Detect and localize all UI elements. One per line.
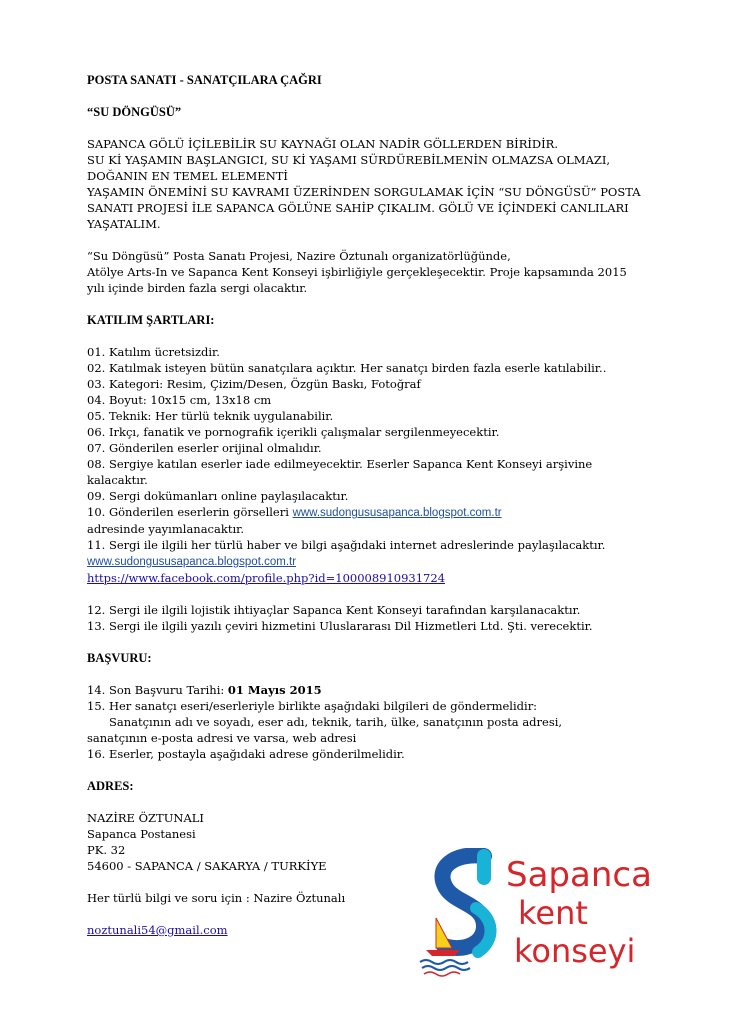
list-item: 02. Katılmak isteyen bütün sanatçılara açıktır. Her sanatçı birden fazla eserle katılabilir..	[87, 361, 607, 375]
project-line: yılı içinde birden fazla sergi olacaktır.	[87, 281, 308, 295]
document	[87, 72, 687, 938]
list-item: 06. Irkçı, fanatik ve pornografik içerikli çalışmalar sergilenmeyecektir.	[87, 425, 500, 439]
blog-link[interactable]: www.sudongususapanca.blogspot.com.tr	[87, 556, 297, 568]
list-item: 11. Sergi ile ilgili her türlü haber ve bilgi aşağıdaki internet adreslerinde paylaşılacaktır.	[87, 538, 606, 552]
address-line: 54600 - SAPANCA / SAKARYA / TURKİYE	[87, 859, 327, 873]
list-item: 09. Sergi dokümanları online paylaşılacaktır.	[87, 489, 349, 503]
list-item: 01. Katılım ücretsizdir.	[87, 345, 220, 359]
list-item: 04. Boyut: 10x15 cm, 13x18 cm	[87, 393, 272, 407]
conditions-list	[87, 344, 687, 634]
document-subtitle: “SU DÖNGÜSÜ”	[87, 105, 182, 119]
project-line: “Su Döngüsü” Posta Sanatı Projesi, Nazire Öztunalı organizatörlüğünde,	[87, 249, 511, 263]
wave-icon	[422, 966, 470, 970]
deadline-date: 01 Mayıs 2015	[227, 683, 322, 697]
blog-link[interactable]: www.sudongususapanca.blogspot.com.tr	[292, 507, 502, 519]
list-item: 05. Teknik: Her türlü teknik uygulanabilir.	[87, 409, 334, 423]
sailboat-icon	[436, 918, 452, 948]
address-line: Sapanca Postanesi	[87, 827, 196, 841]
project-paragraph	[87, 248, 687, 296]
intro-line: YAŞATALIM.	[87, 217, 161, 231]
list-item: 15. Her sanatçı eseri/eserleriyle birlikte aşağıdaki bilgileri de göndermelidir:	[87, 699, 538, 713]
list-item	[87, 682, 687, 698]
wave-icon	[420, 960, 468, 964]
deadline-label: 14. Son Başvuru Tarihi:	[87, 683, 228, 697]
list-item: 08. Sergiye katılan eserler iade edilmeyecektir. Eserler Sapanca Kent Konseyi arşivine	[87, 457, 593, 471]
wave-icon	[424, 972, 460, 976]
logo-line-3: konseyi	[514, 932, 636, 970]
list-item-text: 10. Gönderilen eserlerin görselleri	[87, 505, 293, 519]
address-line: PK. 32	[87, 843, 126, 857]
email-link[interactable]: noztunali54@gmail.com	[87, 923, 228, 937]
logo-graphic	[414, 848, 664, 978]
list-item: 03. Kategori: Resim, Çizim/Desen, Özgün Baskı, Fotoğraf	[87, 377, 421, 391]
list-item-continued: kalacaktır.	[87, 473, 148, 487]
list-item: 16. Eserler, postayla aşağıdaki adrese gönderilmelidir.	[87, 747, 405, 761]
list-item: 12. Sergi ile ilgili lojistik ihtiyaçlar Sapanca Kent Konseyi tarafından karşılanacaktır.	[87, 603, 581, 617]
contact-line: Her türlü bilgi ve soru için : Nazire Öztunalı	[87, 891, 346, 905]
intro-line: SAPANCA GÖLÜ İÇİLEBİLİR SU KAYNAĞI OLAN NADİR GÖLLERDEN BİRİDİR.	[87, 137, 558, 151]
application-heading: BAŞVURU:	[87, 651, 152, 665]
sapanca-kent-konseyi-logo	[414, 848, 664, 978]
intro-line: SANATI PROJESİ İLE SAPANCA GÖLÜNE SAHİP ÇIKALIM. GÖLÜ VE İÇİNDEKİ CANLILARI	[87, 201, 629, 215]
list-item	[87, 504, 687, 521]
conditions-heading: KATILIM ŞARTLARI:	[87, 313, 215, 327]
list-item: 07. Gönderilen eserler orijinal olmalıdır.	[87, 441, 322, 455]
address-heading: ADRES:	[87, 779, 134, 793]
intro-paragraph	[87, 136, 687, 232]
list-item-detail: Sanatçının adı ve soyadı, eser adı, teknik, tarih, ülke, sanatçının posta adresi,	[109, 715, 563, 729]
facebook-link[interactable]: https://www.facebook.com/profile.php?id=100008910931724	[87, 571, 446, 585]
logo-line-1: Sapanca	[506, 855, 652, 895]
list-item: 13. Sergi ile ilgili yazılı çeviri hizmetini Uluslararası Dil Hizmetleri Ltd. Şti. verecektir.	[87, 619, 593, 633]
boat-hull	[426, 950, 460, 956]
logo-line-2: kent	[518, 894, 588, 932]
intro-line: SU Kİ YAŞAMIN BAŞLANGICI, SU Kİ YAŞAMI SÜRDÜREBİLMENİN OLMAZSA OLMAZI,	[87, 153, 611, 167]
document-title: POSTA SANATI - SANATÇILARA ÇAĞRI	[87, 73, 322, 87]
list-item-continued: adresinde yayımlanacaktır.	[87, 522, 245, 536]
application-list	[87, 682, 687, 762]
address-line: NAZİRE ÖZTUNALI	[87, 811, 204, 825]
list-item-detail: sanatçının e-posta adresi ve varsa, web adresi	[87, 731, 357, 745]
intro-line: DOĞANIN EN TEMEL ELEMENTİ	[87, 169, 288, 183]
intro-line: YAŞAMIN ÖNEMİNİ SU KAVRAMI ÜZERİNDEN SORGULAMAK İÇİN “SU DÖNGÜSÜ” POSTA	[87, 185, 641, 199]
project-line: Atölye Arts-In ve Sapanca Kent Konseyi işbirliğiyle gerçekleşecektir. Proje kapsamında 2015	[87, 265, 627, 279]
